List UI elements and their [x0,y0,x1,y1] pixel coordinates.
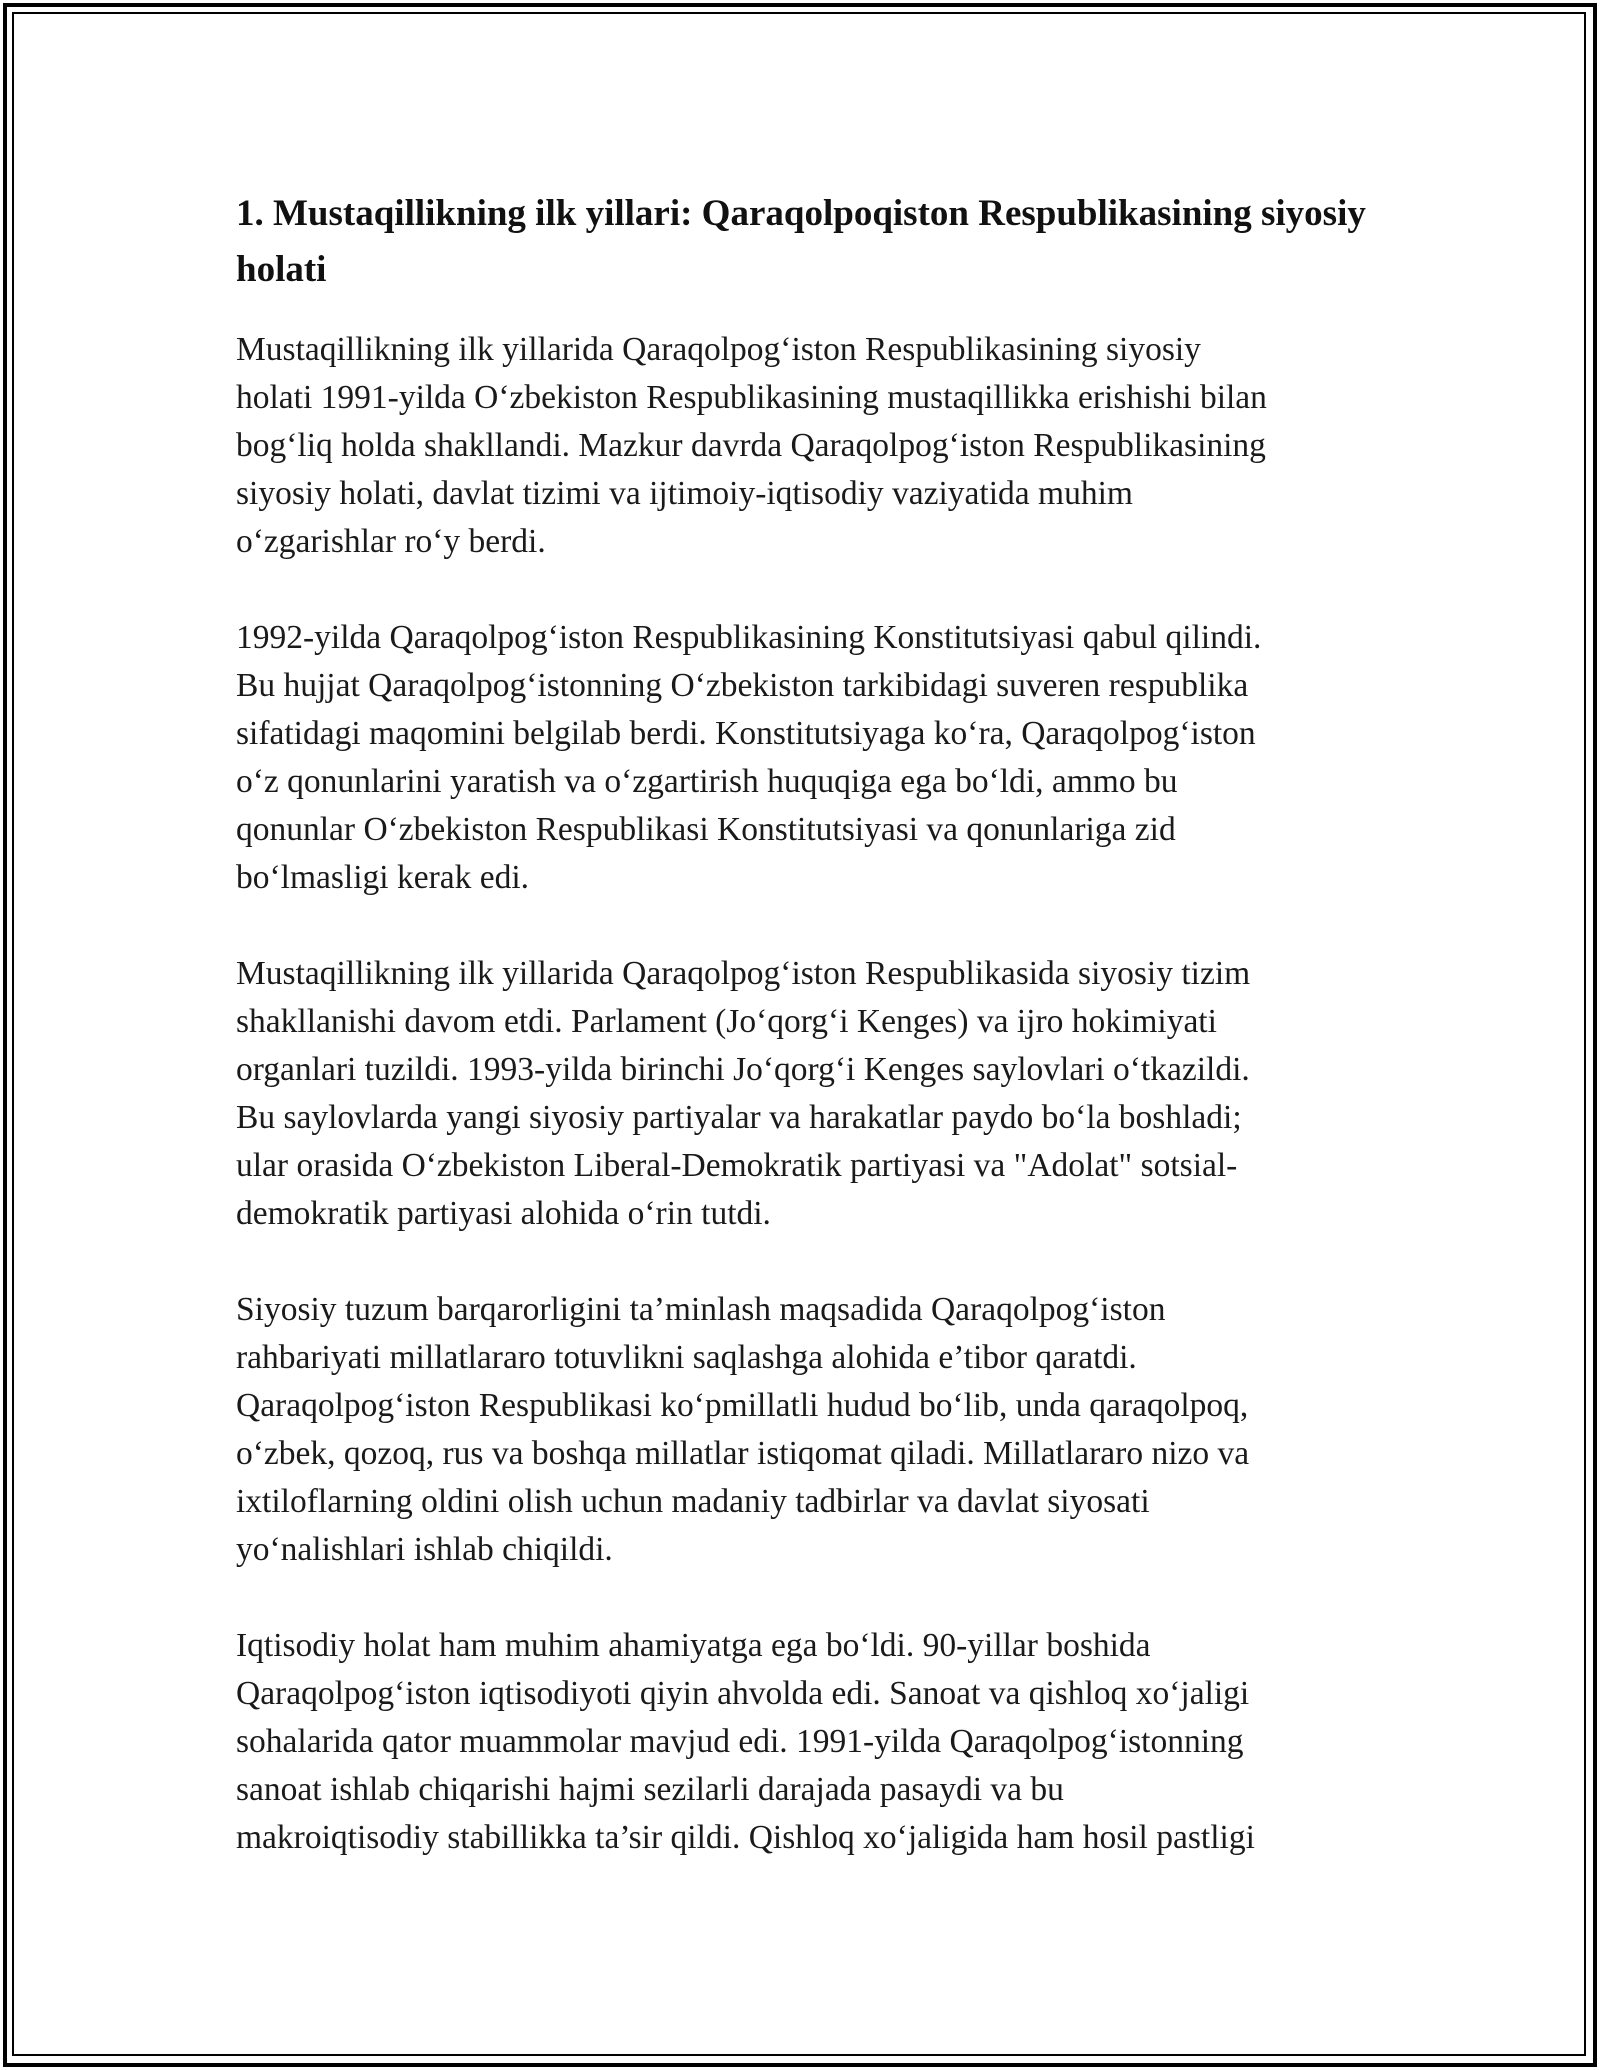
paragraph-3: Mustaqillikning ilk yillarida Qaraqolpogʻiston Respublikasida siyosiy tizim shakllanishi davom etdi. Parlament (Joʻqorgʻi Kenges) va ijro hokimiyati organlari tuzildi. 1993-yilda birinchi Joʻqorgʻi Kenges saylovlari oʻtkazildi. Bu saylovlarda yangi siyosiy partiyalar va harakatlar paydo boʻla boshladi; ular orasida Oʻzbekiston Liberal-Demokratik partiyasi va "Adolat" sotsial- demokratik partiyasi alohida oʻrin tutdi. [236,955,1251,1232]
paragraph-2: 1992-yilda Qaraqolpogʻiston Respublikasining Konstitutsiyasi qabul qilindi. Bu hujjat Qaraqolpogʻistonning Oʻzbekiston tarkibidagi suveren respublika sifatidagi maqomini belgilab berdi. Konstitutsiyaga koʻra, Qaraqolpogʻiston oʻz qonunlarini yaratish va oʻzgartirish huquqiga ega boʻldi, ammo bu qonunlar Oʻzbekiston Respublikasi Konstitutsiyasi va qonunlariga zid boʻlmasligi kerak edi. [236,619,1262,896]
paragraph-5: Iqtisodiy holat ham muhim ahamiyatga ega boʻldi. 90-yillar boshida Qaraqolpogʻiston iqtisodiyoti qiyin ahvolda edi. Sanoat va qishloq xoʻjaligi sohalarida qator muammolar mavjud edi. 1991-yilda Qaraqolpogʻistonning sanoat ishlab chiqarishi hajmi sezilarli darajada pasaydi va bu makroiqtisodiy stabillikka ta’sir qildi. Qishloq xoʻjaligida ham hosil pastligi [236,1627,1255,1856]
paragraph-4: Siyosiy tuzum barqarorligini ta’minlash maqsadida Qaraqolpogʻiston rahbariyati millatlararo totuvlikni saqlashga alohida e’tibor qaratdi. Qaraqolpogʻiston Respublikasi koʻpmillatli hudud boʻlib, unda qaraqolpoq, oʻzbek, qozoq, rus va boshqa millatlar istiqomat qiladi. Millatlararo nizo va ixtiloflarning oldini olish uchun madaniy tadbirlar va davlat siyosati yoʻnalishlari ishlab chiqildi. [236,1291,1250,1568]
section-heading: 1. Mustaqillikning ilk yillari: Qaraqolpoqiston Respublikasining siyosiy holati [236,193,1366,290]
document-body [236,186,1366,1910]
paragraph-1: Mustaqillikning ilk yillarida Qaraqolpogʻiston Respublikasining siyosiy holati 1991-yilda Oʻzbekiston Respublikasining mustaqillikka erishishi bilan bogʻliq holda shakllandi. Mazkur davrda Qaraqolpogʻiston Respublikasining siyosiy holati, davlat tizimi va ijtimoiy-iqtisodiy vaziyatida muhim oʻzgarishlar roʻy berdi. [236,331,1267,560]
